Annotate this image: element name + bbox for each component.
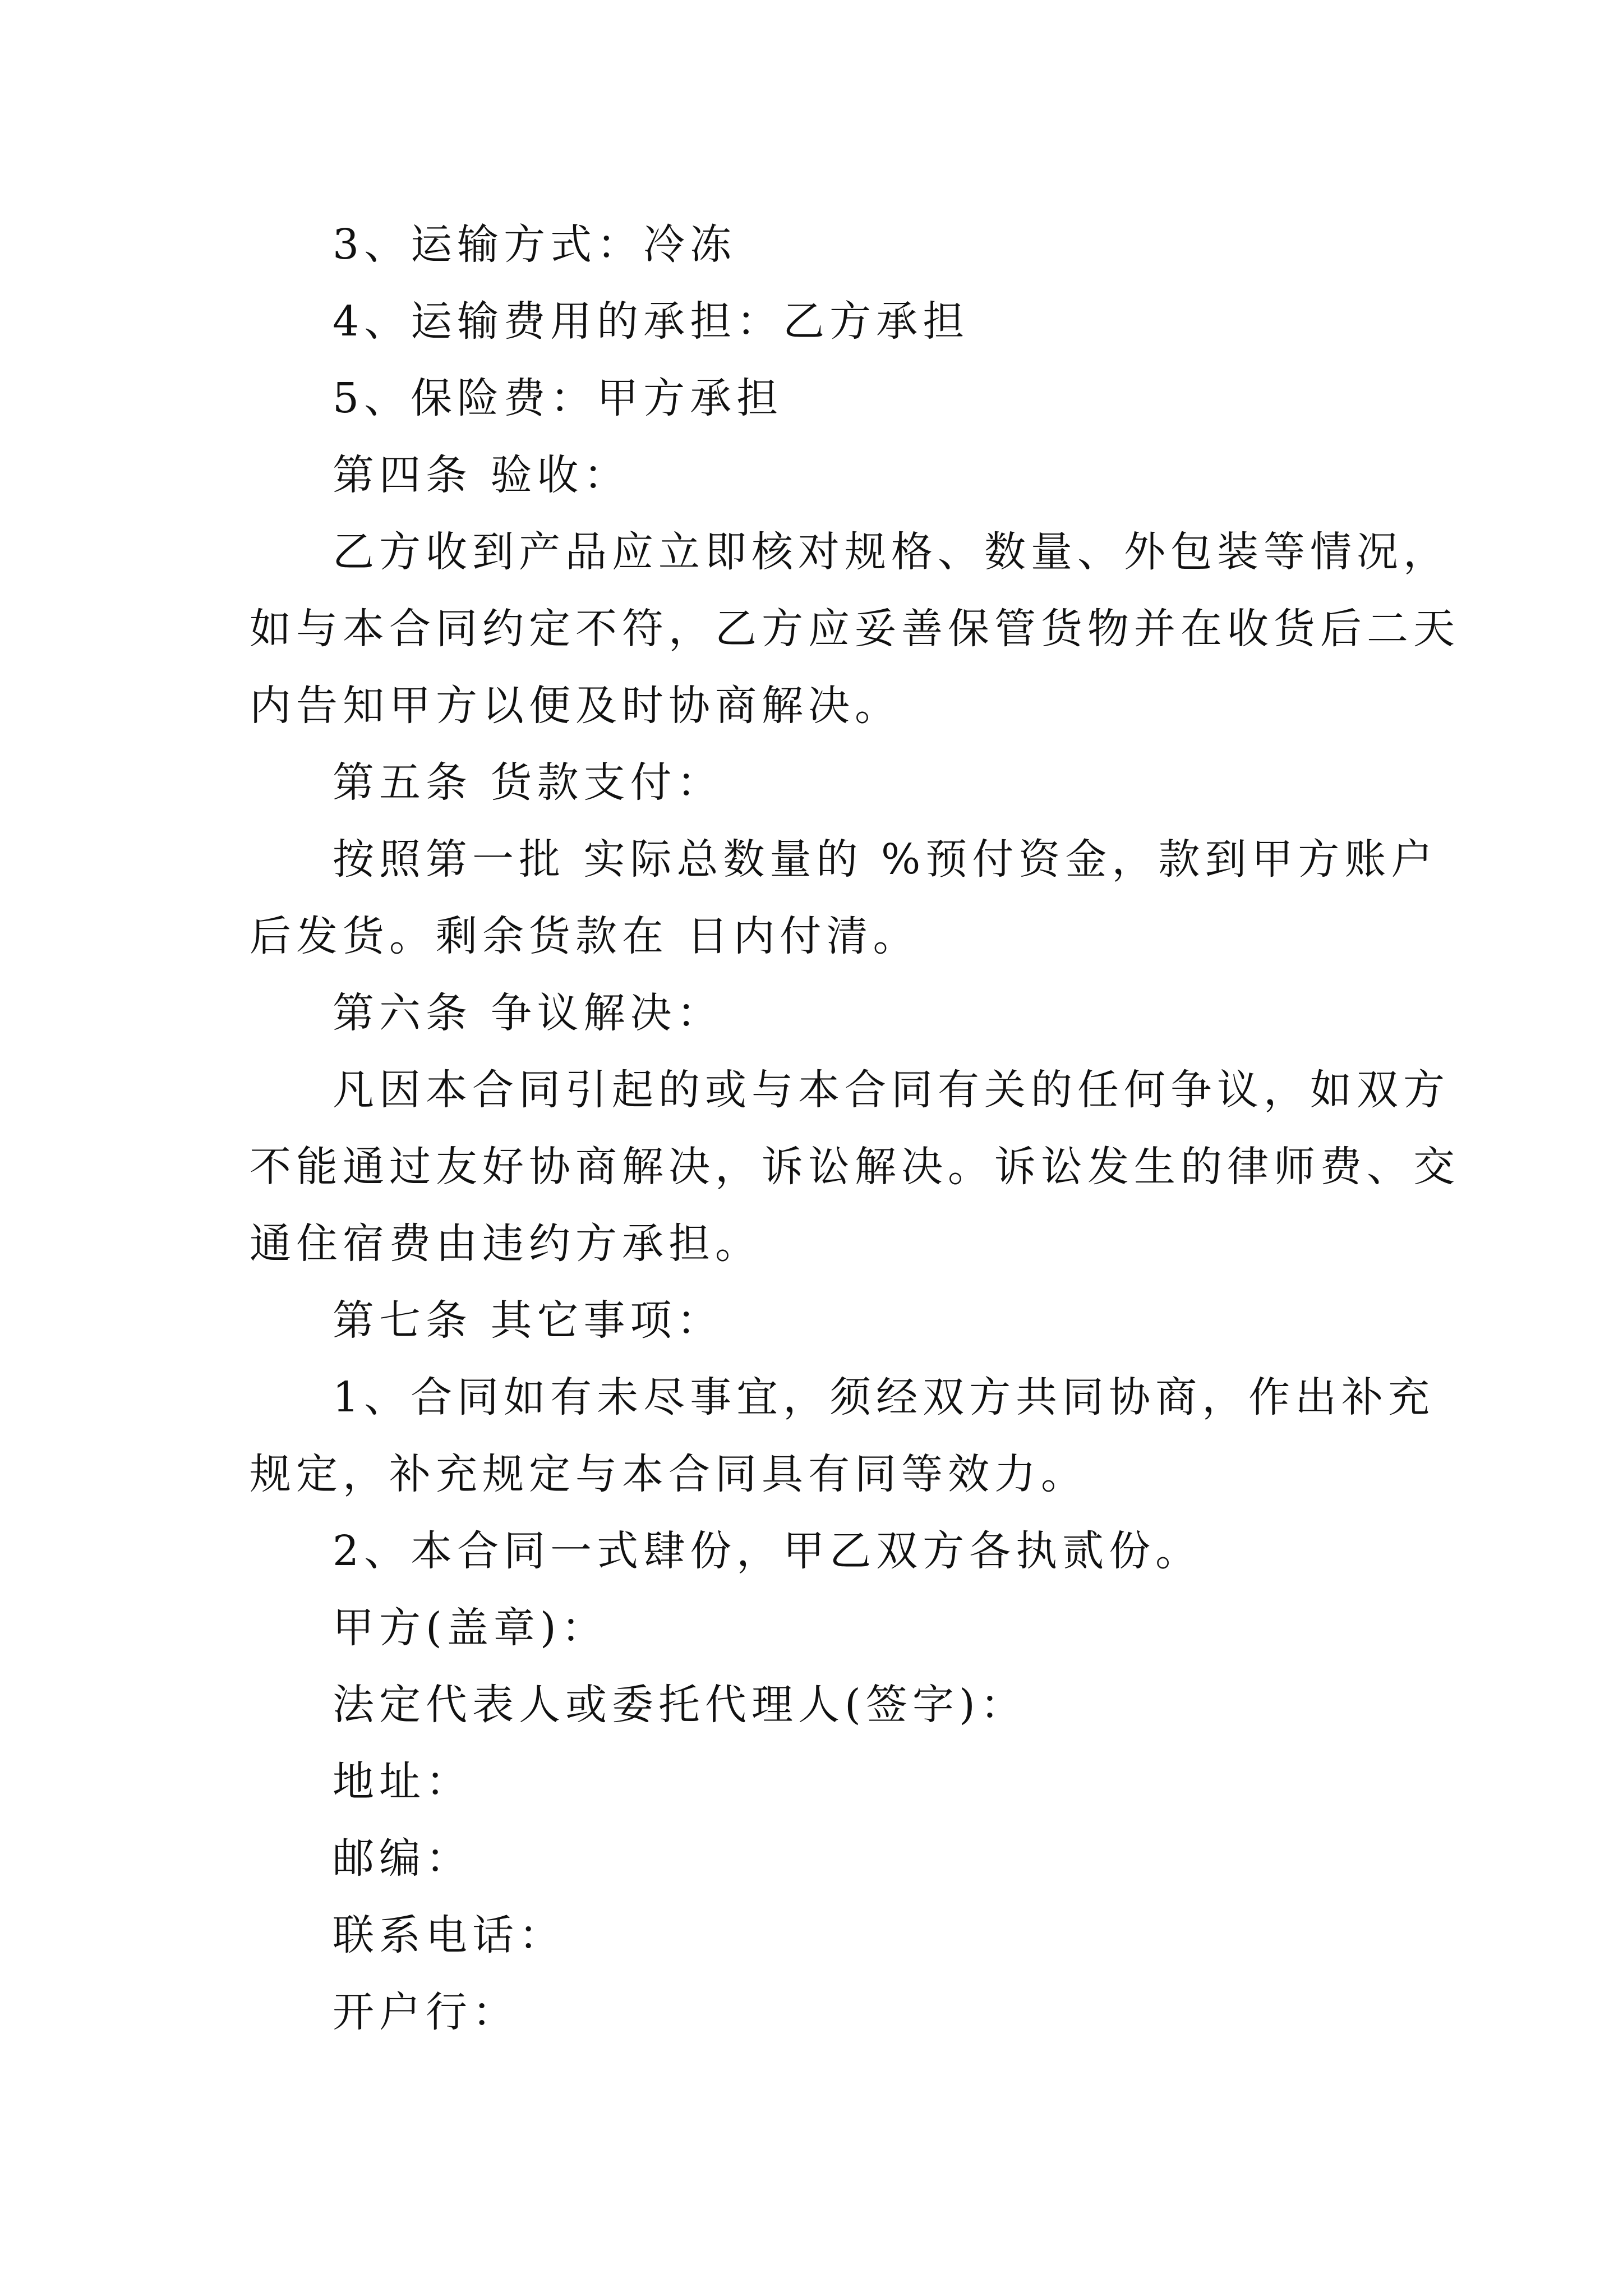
dispute-paragraph-line-1: 凡因本合同引起的或与本合同有关的任何争议，如双方 <box>333 1066 1450 1114</box>
dispute-paragraph-line-3: 通住宿费由违约方承担。 <box>250 1220 762 1268</box>
legal-representative-label: 法定代表人或委托代理人(签字)： <box>333 1681 1027 1729</box>
payment-paragraph-line-1: 按照第一批 实际总数量的 %预付资金，款到甲方账户 <box>333 835 1438 884</box>
transport-cost-line: 4、运输费用的承担：乙方承担 <box>333 297 970 346</box>
address-label: 地址： <box>333 1757 472 1806</box>
insurance-line: 5、保险费：甲方承担 <box>333 374 783 422</box>
article-seven-heading: 第七条 其它事项： <box>333 1296 723 1345</box>
phone-label: 联系电话： <box>333 1911 565 1959</box>
inspection-paragraph-line-3: 内告知甲方以便及时协商解决。 <box>250 682 901 730</box>
payment-paragraph-line-2: 后发货。剩余货款在 日内付清。 <box>250 912 920 960</box>
article-five-heading: 第五条 货款支付： <box>333 758 723 807</box>
contract-body <box>250 206 1460 2051</box>
article-six-heading: 第六条 争议解决： <box>333 989 723 1037</box>
party-a-seal-label: 甲方(盖章)： <box>333 1604 608 1652</box>
postcode-label: 邮编： <box>333 1834 472 1883</box>
inspection-paragraph-line-2: 如与本合同约定不符，乙方应妥善保管货物并在收货后二天 <box>250 605 1460 653</box>
dispute-paragraph-line-2: 不能通过友好协商解决，诉讼解决。诉讼发生的律师费、交 <box>250 1143 1460 1191</box>
bank-label: 开户行： <box>333 1988 519 2036</box>
transport-method-line: 3、运输方式：冷冻 <box>333 220 737 269</box>
other-matters-item-2: 2、本合同一式肆份，甲乙双方各执贰份。 <box>333 1527 1202 1575</box>
inspection-paragraph-line-1: 乙方收到产品应立即核对规格、数量、外包装等情况， <box>333 528 1450 576</box>
article-four-heading: 第四条 验收： <box>333 451 630 499</box>
other-matters-item-1-line-2: 规定，补充规定与本合同具有同等效力。 <box>250 1450 1087 1498</box>
other-matters-item-1-line-1: 1、合同如有未尽事宜，须经双方共同协商，作出补充 <box>333 1373 1435 1421</box>
